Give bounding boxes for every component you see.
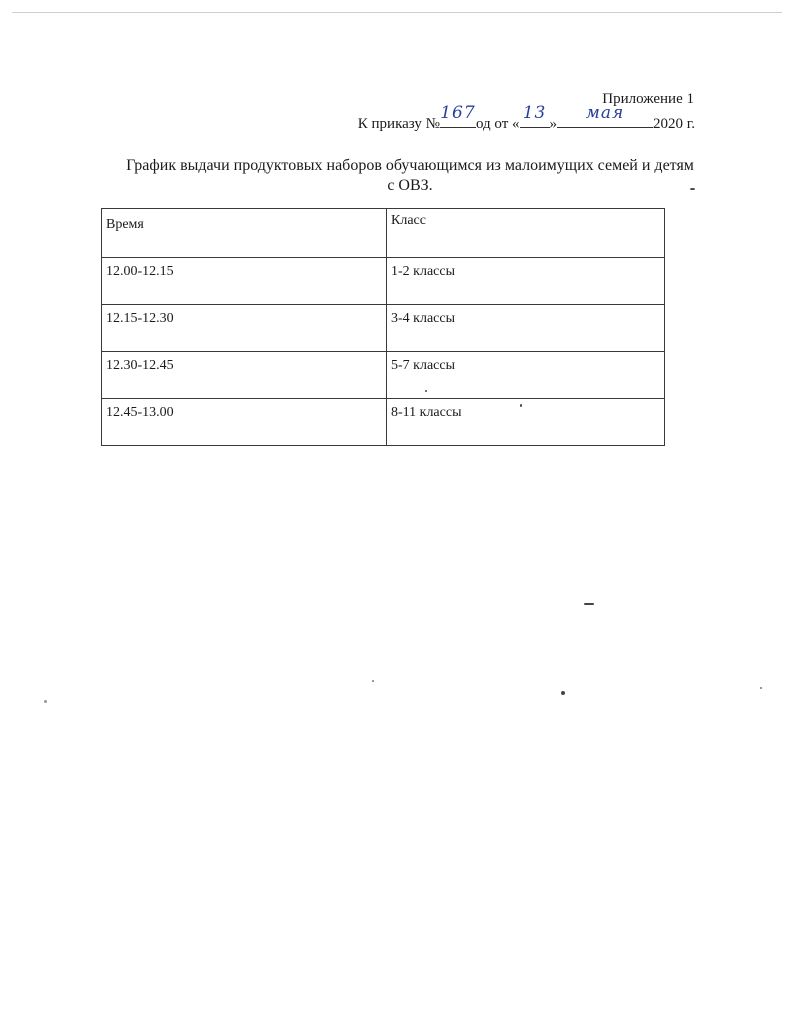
class-cell: 1-2 классы	[387, 258, 665, 305]
scan-speck	[425, 390, 427, 392]
table-header-row	[102, 209, 665, 258]
scan-speck	[372, 680, 374, 682]
schedule-table	[101, 208, 665, 446]
document-title	[90, 156, 730, 196]
class-cell: 3-4 классы	[387, 305, 665, 352]
appendix-label: Приложение 1	[602, 91, 694, 107]
scan-speck	[44, 700, 47, 703]
order-date-mid: »	[549, 116, 558, 132]
order-day-handwritten: 13	[522, 103, 547, 123]
scan-speck	[561, 691, 565, 695]
order-month-blank	[557, 103, 653, 128]
header-time: Время	[102, 209, 387, 258]
class-cell: 5-7 классы	[387, 352, 665, 399]
time-cell: 12.45-13.00	[102, 399, 387, 446]
order-prefix: К приказу №	[357, 116, 440, 132]
scan-edge-line	[12, 12, 782, 13]
table-row	[102, 258, 665, 305]
time-cell: 12.15-12.30	[102, 305, 387, 352]
order-date-prefix: од от «	[475, 116, 520, 132]
table-row	[102, 352, 665, 399]
time-cell: 12.30-12.45	[102, 352, 387, 399]
order-day-blank	[520, 103, 550, 128]
order-month-handwritten: мая	[585, 103, 625, 123]
title-line-2: с ОВЗ.	[387, 177, 433, 194]
table-row	[102, 399, 665, 446]
class-cell: 8-11 классы	[387, 399, 665, 446]
scan-speck	[520, 404, 522, 407]
order-reference	[357, 103, 695, 133]
scan-speck	[760, 687, 762, 689]
order-number-handwritten: 167	[440, 103, 476, 123]
scan-speck	[584, 603, 594, 605]
order-number-blank	[440, 103, 476, 128]
scan-speck	[690, 188, 695, 190]
header-class: Класс	[387, 209, 665, 258]
time-cell: 12.00-12.15	[102, 258, 387, 305]
title-line-1: График выдачи продуктовых наборов обучающимся из малоимущих семей и детям	[126, 157, 694, 174]
order-year: 2020 г.	[653, 116, 695, 132]
table-row	[102, 305, 665, 352]
